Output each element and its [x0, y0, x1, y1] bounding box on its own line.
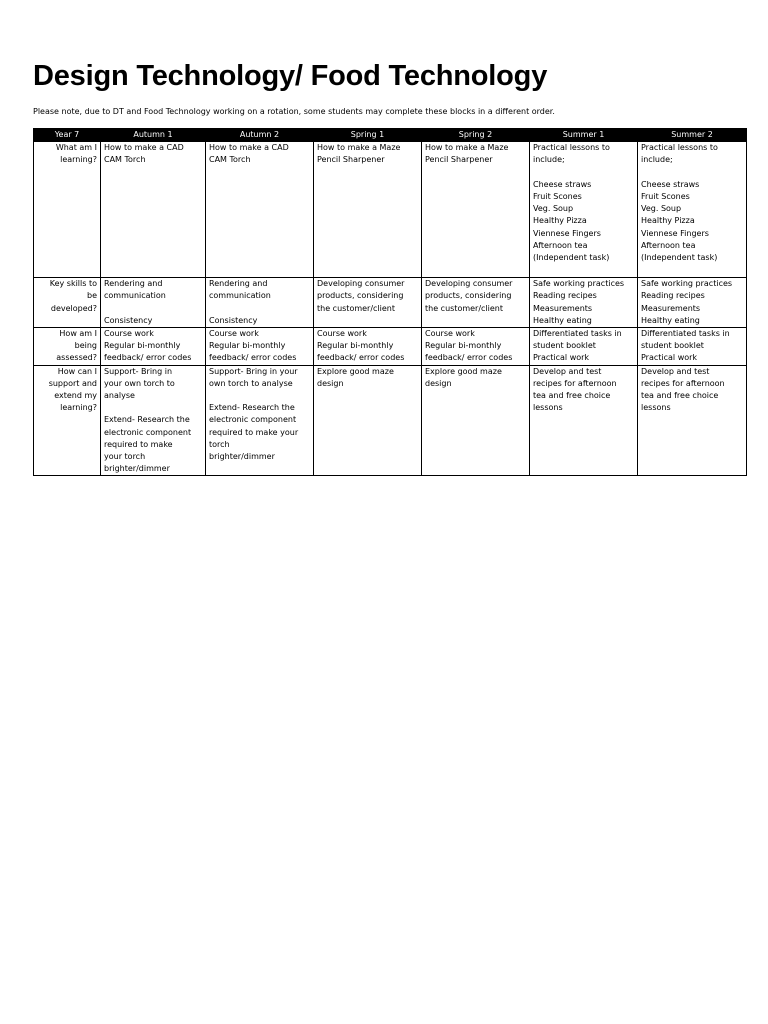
cell-line: Regular bi-monthly	[209, 341, 286, 351]
cell-line: Afternoon tea	[641, 240, 696, 250]
cell-line: Reading recipes	[641, 291, 705, 301]
cell-line: communication	[209, 291, 271, 301]
cell-line: feedback/ error codes	[425, 353, 513, 363]
cell-line: Regular bi-monthly	[104, 341, 181, 351]
document-page	[33, 56, 746, 474]
cell-key-skills-spring-2	[422, 278, 530, 328]
cell-line: feedback/ error codes	[317, 353, 405, 363]
cell-line: Extend- Research the	[104, 415, 190, 425]
cell-line: Course work	[104, 329, 154, 339]
cell-gap	[104, 402, 202, 414]
cell-line: design	[317, 378, 344, 388]
header-year: Year 7	[34, 129, 101, 142]
cell-line: feedback/ error codes	[209, 353, 297, 363]
cell-line: analyse	[104, 391, 135, 401]
row-label-line: support and	[48, 378, 97, 388]
cell-line: torch	[209, 439, 230, 449]
cell-line: brighter/dimmer	[209, 452, 275, 462]
cell-line: brighter/dimmer	[104, 464, 170, 474]
cell-line: Practical work	[533, 353, 590, 363]
header-autumn-1: Autumn 1	[101, 129, 206, 142]
table-header-row	[34, 129, 747, 142]
table-row-key-skills	[34, 278, 747, 328]
header-spring-2: Spring 2	[422, 129, 530, 142]
cell-line: tea and free choice	[641, 391, 719, 401]
table-row-what-learning	[34, 142, 747, 278]
cell-line: your own torch to	[104, 378, 175, 388]
cell-line: Veg. Soup	[641, 204, 682, 214]
row-label-line: Key skills to	[49, 279, 97, 289]
cell-support-extend-summer-1	[530, 365, 638, 476]
cell-line: Differentiated tasks in	[641, 329, 730, 339]
cell-line: Fruit Scones	[641, 192, 690, 201]
cell-line: Support- Bring in	[104, 366, 173, 376]
table-body	[34, 142, 747, 476]
cell-line: How to make a CAD	[104, 143, 184, 153]
rotation-note: Please note, due to DT and Food Technology working on a rotation, some students may complete these blocks in a different order.	[33, 107, 555, 116]
cell-line: required to make your	[209, 427, 299, 437]
cell-line: Course work	[209, 329, 259, 339]
cell-gap	[209, 390, 310, 402]
cell-key-skills-spring-1	[314, 278, 422, 328]
row-label-what-learning	[34, 142, 101, 278]
cell-line: Rendering and	[104, 279, 163, 289]
cell-line: CAM Torch	[209, 155, 251, 165]
row-label-line: being	[74, 341, 97, 351]
cell-line: Consistency	[209, 315, 258, 325]
header-spring-1: Spring 1	[314, 129, 422, 142]
cell-line: Course work	[425, 329, 475, 339]
cell-line: the customer/client	[425, 303, 504, 313]
cell-assessment-autumn-2	[206, 328, 314, 366]
cell-key-skills-summer-2	[638, 278, 747, 328]
cell-line: Regular bi-monthly	[425, 341, 502, 351]
cell-line: Measurements	[641, 303, 701, 313]
cell-gap	[104, 303, 202, 315]
cell-line: Explore good maze	[425, 366, 502, 376]
cell-line: Safe working practices	[641, 279, 733, 289]
cell-line: the customer/client	[317, 303, 396, 313]
cell-line: electronic component	[104, 427, 192, 437]
cell-line: tea and free choice	[533, 391, 611, 401]
cell-line: Cheese straws	[533, 179, 592, 189]
row-label-line: extend my	[54, 391, 97, 401]
row-label-line: How can I	[57, 366, 97, 376]
cell-support-extend-autumn-1	[101, 365, 206, 476]
header-autumn-2: Autumn 2	[206, 129, 314, 142]
row-label-line: developed?	[50, 303, 97, 313]
cell-assessment-autumn-1	[101, 328, 206, 366]
cell-line: products, considering	[317, 291, 404, 301]
cell-line: How to make a CAD	[209, 143, 289, 153]
cell-what-learning-summer-2	[638, 142, 747, 278]
cell-line: recipes for afternoon	[641, 378, 725, 388]
row-label-line: learning?	[60, 403, 97, 413]
cell-line: Regular bi-monthly	[317, 341, 394, 351]
cell-line: required to make	[104, 439, 173, 449]
cell-line: student booklet	[641, 341, 704, 351]
cell-line: Differentiated tasks in	[533, 329, 622, 339]
cell-assessment-spring-1	[314, 328, 422, 366]
row-label-line: learning?	[60, 155, 97, 165]
header-summer-2: Summer 2	[638, 129, 747, 142]
page-title: Design Technology/ Food Technology	[33, 60, 548, 92]
cell-line: Afternoon tea	[533, 240, 588, 250]
cell-line: Course work	[317, 329, 367, 339]
cell-line: Practical lessons to	[641, 143, 718, 153]
cell-key-skills-autumn-1	[101, 278, 206, 328]
cell-line: Consistency	[104, 315, 153, 325]
row-label-line: How am I	[59, 329, 97, 339]
cell-line: Develop and test	[533, 366, 602, 376]
cell-what-learning-spring-2	[422, 142, 530, 278]
cell-line: Viennese Fingers	[533, 228, 601, 238]
cell-line: include;	[641, 155, 673, 165]
cell-line: Viennese Fingers	[641, 228, 709, 238]
cell-line: Reading recipes	[533, 291, 597, 301]
row-label-key-skills	[34, 278, 101, 328]
cell-line: Rendering and	[209, 279, 268, 289]
cell-line: (Independent task)	[533, 253, 610, 263]
cell-line: own torch to analyse	[209, 378, 293, 388]
cell-line: student booklet	[533, 341, 596, 351]
cell-line: electronic component	[209, 415, 297, 425]
cell-line: include;	[533, 155, 565, 165]
cell-line: Cheese straws	[641, 179, 700, 189]
table-row-support-extend	[34, 365, 747, 476]
cell-line: Safe working practices	[533, 279, 625, 289]
cell-line: Healthy Pizza	[641, 216, 695, 226]
cell-what-learning-autumn-2	[206, 142, 314, 278]
header-summer-1: Summer 1	[530, 129, 638, 142]
row-label-support-extend	[34, 365, 101, 476]
cell-line: your torch	[104, 452, 146, 462]
cell-line: Fruit Scones	[533, 192, 582, 201]
row-label-line: assessed?	[56, 353, 97, 363]
cell-line: Explore good maze	[317, 366, 394, 376]
row-label-assessment	[34, 328, 101, 366]
cell-line: Developing consumer	[317, 279, 405, 289]
cell-line: communication	[104, 291, 166, 301]
cell-assessment-summer-2	[638, 328, 747, 366]
cell-line: How to make a Maze	[425, 143, 509, 153]
cell-line: Developing consumer	[425, 279, 513, 289]
cell-line: feedback/ error codes	[104, 353, 192, 363]
cell-line: Pencil Sharpener	[317, 155, 385, 165]
cell-what-learning-autumn-1	[101, 142, 206, 278]
cell-assessment-spring-2	[422, 328, 530, 366]
cell-line: (Independent task)	[641, 253, 718, 263]
cell-line: Veg. Soup	[533, 204, 574, 214]
cell-line: Practical work	[641, 353, 698, 363]
cell-support-extend-autumn-2	[206, 365, 314, 476]
cell-support-extend-summer-2	[638, 365, 747, 476]
cell-assessment-summer-1	[530, 328, 638, 366]
cell-line: Practical lessons to	[533, 143, 610, 153]
curriculum-table	[33, 128, 747, 476]
cell-line: Support- Bring in your	[209, 366, 298, 376]
cell-line: Healthy eating	[533, 315, 592, 325]
cell-line: lessons	[641, 403, 671, 413]
table-row-assessment	[34, 328, 747, 366]
cell-support-extend-spring-2	[422, 365, 530, 476]
cell-gap	[641, 167, 743, 179]
cell-support-extend-spring-1	[314, 365, 422, 476]
cell-what-learning-summer-1	[530, 142, 638, 278]
cell-key-skills-summer-1	[530, 278, 638, 328]
cell-gap	[533, 167, 634, 179]
cell-key-skills-autumn-2	[206, 278, 314, 328]
cell-line: Healthy eating	[641, 315, 700, 325]
cell-line: design	[425, 378, 452, 388]
row-label-line: be	[87, 291, 97, 301]
cell-line: Pencil Sharpener	[425, 155, 493, 165]
cell-line: Develop and test	[641, 366, 710, 376]
row-label-line: What am I	[55, 143, 97, 153]
cell-line: CAM Torch	[104, 155, 146, 165]
cell-what-learning-spring-1	[314, 142, 422, 278]
cell-line: products, considering	[425, 291, 512, 301]
cell-line: How to make a Maze	[317, 143, 401, 153]
cell-line: Healthy Pizza	[533, 216, 587, 226]
cell-line: Measurements	[533, 303, 593, 313]
cell-gap	[209, 303, 310, 315]
cell-line: recipes for afternoon	[533, 378, 617, 388]
cell-line: lessons	[533, 403, 563, 413]
cell-line: Extend- Research the	[209, 403, 295, 413]
